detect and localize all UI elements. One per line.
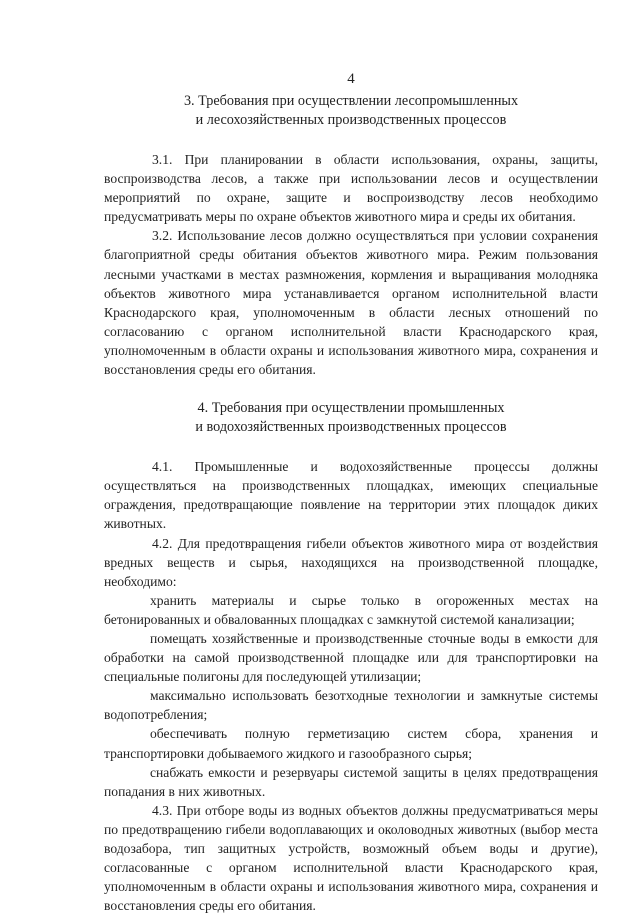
- section-3-title-line-1: 3. Требования при осуществлении лесопромышленных: [183, 93, 519, 109]
- list-item-tanks: снабжать емкости и резервуары системой защиты в целях предотвращения попадания в них животных.: [104, 764, 598, 799]
- list-item-wastewater: помещать хозяйственные и производственные сточные воды в емкости для обработки на самой производственной площадке или для транспортировки на специальные полигоны для последующей утилизации;: [104, 630, 598, 685]
- paragraph-3-1: 3.1. При планировании в области использования, охраны, защиты, воспроизводства лесов, а также при использовании лесов и осуществлении мероприятий по охране, защите и воспроизводству лесов необходимо предусматривать меры по охране объектов животного мира и среды их обитания.: [104, 152, 598, 225]
- list-item-storage: хранить материалы и сырье только в огороженных местах на бетонированных и обвалованных площадках с замкнутой системой канализации;: [104, 592, 598, 627]
- paragraph-4-2: 4.2. Для предотвращения гибели объектов животного мира от воздействия вредных веществ и сырья, находящихся на производственной площадке, необходимо:: [104, 535, 598, 589]
- list-item-technologies: максимально использовать безотходные технологии и замкнутые системы водопотребления;: [104, 688, 598, 723]
- document-page: [104, 60, 598, 915]
- section-4-title-line-1: 4. Требования при осуществлении промышленных: [197, 400, 505, 417]
- section-4-title-line-2: и водохозяйственных производственных процессов: [195, 419, 507, 436]
- section-3-title-line-2: и лесохозяйственных производственных процессов: [195, 112, 507, 128]
- list-item-sealing: обеспечивать полную герметизацию систем сбора, хранения и транспортировки добываемого жидкого и газообразного сырья;: [104, 726, 598, 761]
- paragraph-4-3: 4.3. При отборе воды из водных объектов должны предусматриваться меры по предотвращению гибели водоплавающих и околоводных животных (выбор места водозабора, тип защитных устройств, возможный объем воды и другие), согласованные с органом исполнительной власти Краснодарского края, уполномоченным в области охраны и использования животного мира, сохранения и восстановления среды его обитания.: [104, 802, 598, 914]
- paragraph-3-2: 3.2. Использование лесов должно осуществляться при условии сохранения благоприятной среды обитания объектов животного мира. Режим пользования лесными участками в местах размножения, кормления и выращивания молодняка объектов животного мира устанавливается органом исполнительной власти Краснодарского края, уполномоченным в области лесных отношений по согласованию с органом исполнительной власти Краснодарского края, уполномоченным в области охраны и использования животного мира, сохранения и восстановления среды его обитания.: [104, 228, 598, 378]
- page-number: 4: [347, 71, 355, 87]
- paragraph-4-1: 4.1. Промышленные и водохозяйственные процессы должны осуществляться на производственных площадках, имеющих специальные ограждения, предотвращающие появление на территории этих площадок диких животных.: [104, 459, 598, 532]
